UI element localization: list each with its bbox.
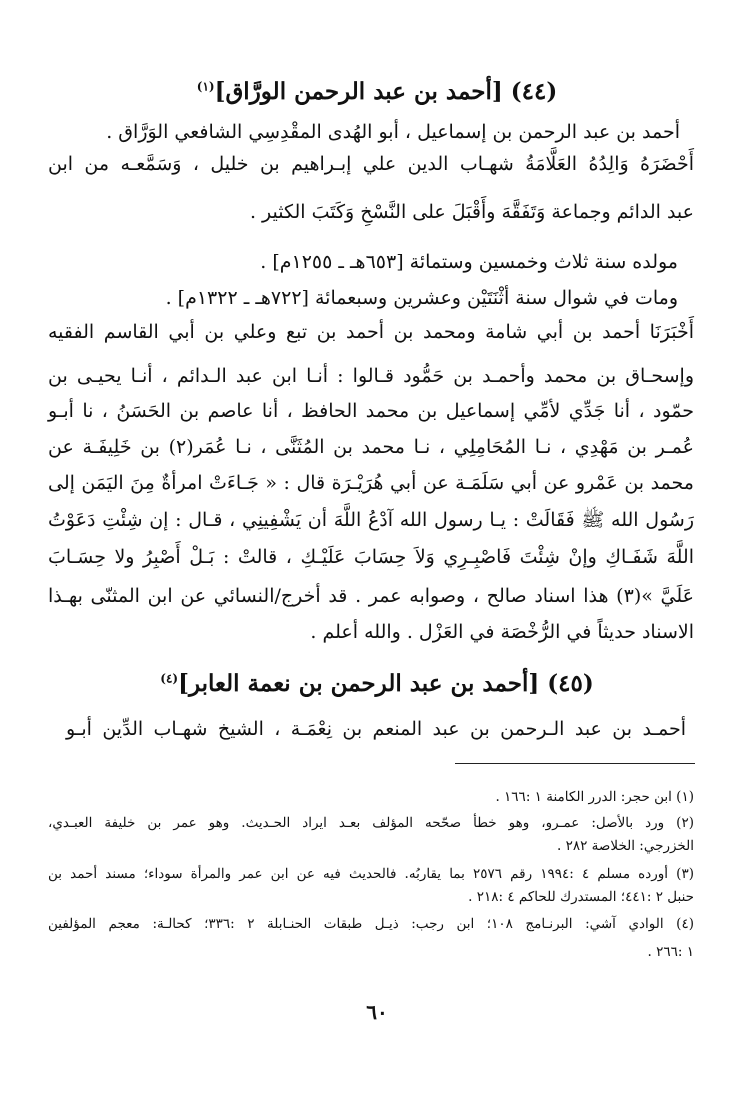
entry-44-birth-line: مولده سنة ثلاث وخمسين وستمائة [٦٥٣هـ ـ ١٢٥٥م] . xyxy=(260,251,678,273)
entry-44-hadith-line-1: أَخْبَرَنَا أحمد بن أبي شامة ومحمد بن أحمد بن تبع وعلي بن أبي القاسم الفقيه xyxy=(48,321,694,343)
entry-44-hadith-line-7: اللَّهَ شَفَـاكِ وإنْ شِئْتَ فَاصْبِـرِي وَلاَ حِسَابَ عَلَيْـكِ ، قالتْ : بَـلْ أَصْبِرُ ولا حِسَـابَ xyxy=(48,546,694,568)
entry-44-heading xyxy=(60,78,694,105)
entry-44-line-2: أَحْضَرَهُ وَالِدُهُ العَلَّامَةُ شهـاب الدين علي إبـراهيم بن خليل ، وَسَمَّعـه من ابن xyxy=(48,153,694,175)
footnote-4-cont: ١ :٢٦٦ . xyxy=(647,944,694,960)
entry-45-line-1: أحمـد بن عبد الـرحمن بن عبد المنعم بن نِعْمَـة ، الشيخ شهـاب الدِّين أبـو xyxy=(66,718,686,740)
entry-44-hadith-line-5: محمد بن عَمْرو عن أبي سَلَمَـة عن أبي هُرَيْـرَة قال : « جَـاءَتْ امرأةٌ مِنَ اليَمَن إلى xyxy=(48,472,694,494)
footnote-separator xyxy=(455,763,695,764)
footnote-2-cont: الخزرجي: الخلاصة ٢٨٢ . xyxy=(557,838,694,854)
entry-44-line-1: أحمد بن عبد الرحمن بن إسماعيل ، أبو الهُدى المقْدِسِي الشافعي الوَرَّاق . xyxy=(106,121,680,143)
entry-45-heading xyxy=(60,670,694,697)
entry-44-hadith-line-9: الاسناد حديثاً في الرُّخْصَة في العَزْل . والله أعلم . xyxy=(310,621,694,643)
entry-44-footnote-marker: (١) xyxy=(196,79,215,94)
entry-44-death-line: ومات في شوال سنة أثْنَتَيْن وعشرين وسبعمائة [٧٢٢هـ ـ ١٣٢٢م] . xyxy=(165,287,678,309)
entry-45-footnote-marker: (٤) xyxy=(160,671,179,686)
page-number: ٦٠ xyxy=(366,1000,388,1024)
entry-44-hadith-line-6: رَسُول الله ﷺ فَقَالَتْ : يـا رسول الله آدْعُ اللَّهَ أن يَشْفِينِي ، قـال : إن شِئْتِ دَعَوْتُ xyxy=(48,509,694,531)
entry-44-hadith-line-4: عُمـر بن مَهْدِي ، نـا المُحَامِلِي ، نـا محمد بن المُثَنَّى ، نـا عُمَر(٢) بن خَلِيفَـة عن xyxy=(48,436,694,458)
footnote-4: (٤) الوادي آشي: البرنـامج ١٠٨؛ ابن رجب: ذيـل طبقات الحنـابلة ٢ :٣٣٦؛ كحالـة: معجم المؤلفين xyxy=(48,916,694,932)
entry-44-hadith-line-2: وإسحـاق بن محمد وأحمـد بن حَمُّود قـالوا : أنـا ابن عبد الـدائم ، أنـا يحيـى بن xyxy=(48,365,694,387)
footnote-3-cont: حنبل ٢ :٤٤١؛ المستدرك للحاكم ٤ :٢١٨ . xyxy=(468,889,694,905)
footnote-3: (٣) أورده مسلم ٤ :١٩٩٤ رقم ٢٥٧٦ بما يقاربُه. فالحديث فيه عن ابن عمر والمرأة سوداء؛ مسند أحمد بن xyxy=(48,866,695,882)
entry-45-title: (٤٥) [أحمد بن عبد الرحمن بن نعمة العابر] xyxy=(178,670,594,697)
footnote-2: (٢) ورد بالأصل: عمـرو، وهو خطأ صحّحه المؤلف بعـد ايراد الحـديث. وهو عمر بن خليفة العبـدي، xyxy=(48,815,694,831)
entry-44-hadith-line-8: عَلَيَّ »(٣) هذا اسناد صالح ، وصوابه عمر . قد أخرج/النسائي عن ابن المثنّى بهـذا xyxy=(48,585,695,607)
entry-44-hadith-line-3: حمّود ، أنا جَدِّي لأمِّي إسماعيل بن محمد الحافظ ، أنا عاصم بن الحَسَنُ ، نا أبـو xyxy=(48,400,694,422)
entry-44-line-3: عبد الدائم وجماعة وَتَفَقَّهَ وأَقْبَلَ على النَّسْخِ وَكَتَبَ الكثير . xyxy=(249,201,694,223)
footnote-1: (١) ابن حجر: الدرر الكامنة ١ :١٦٦ . xyxy=(495,789,694,805)
entry-44-title: (٤٤) [أحمد بن عبد الرحمن الورَّاق] xyxy=(214,78,558,105)
